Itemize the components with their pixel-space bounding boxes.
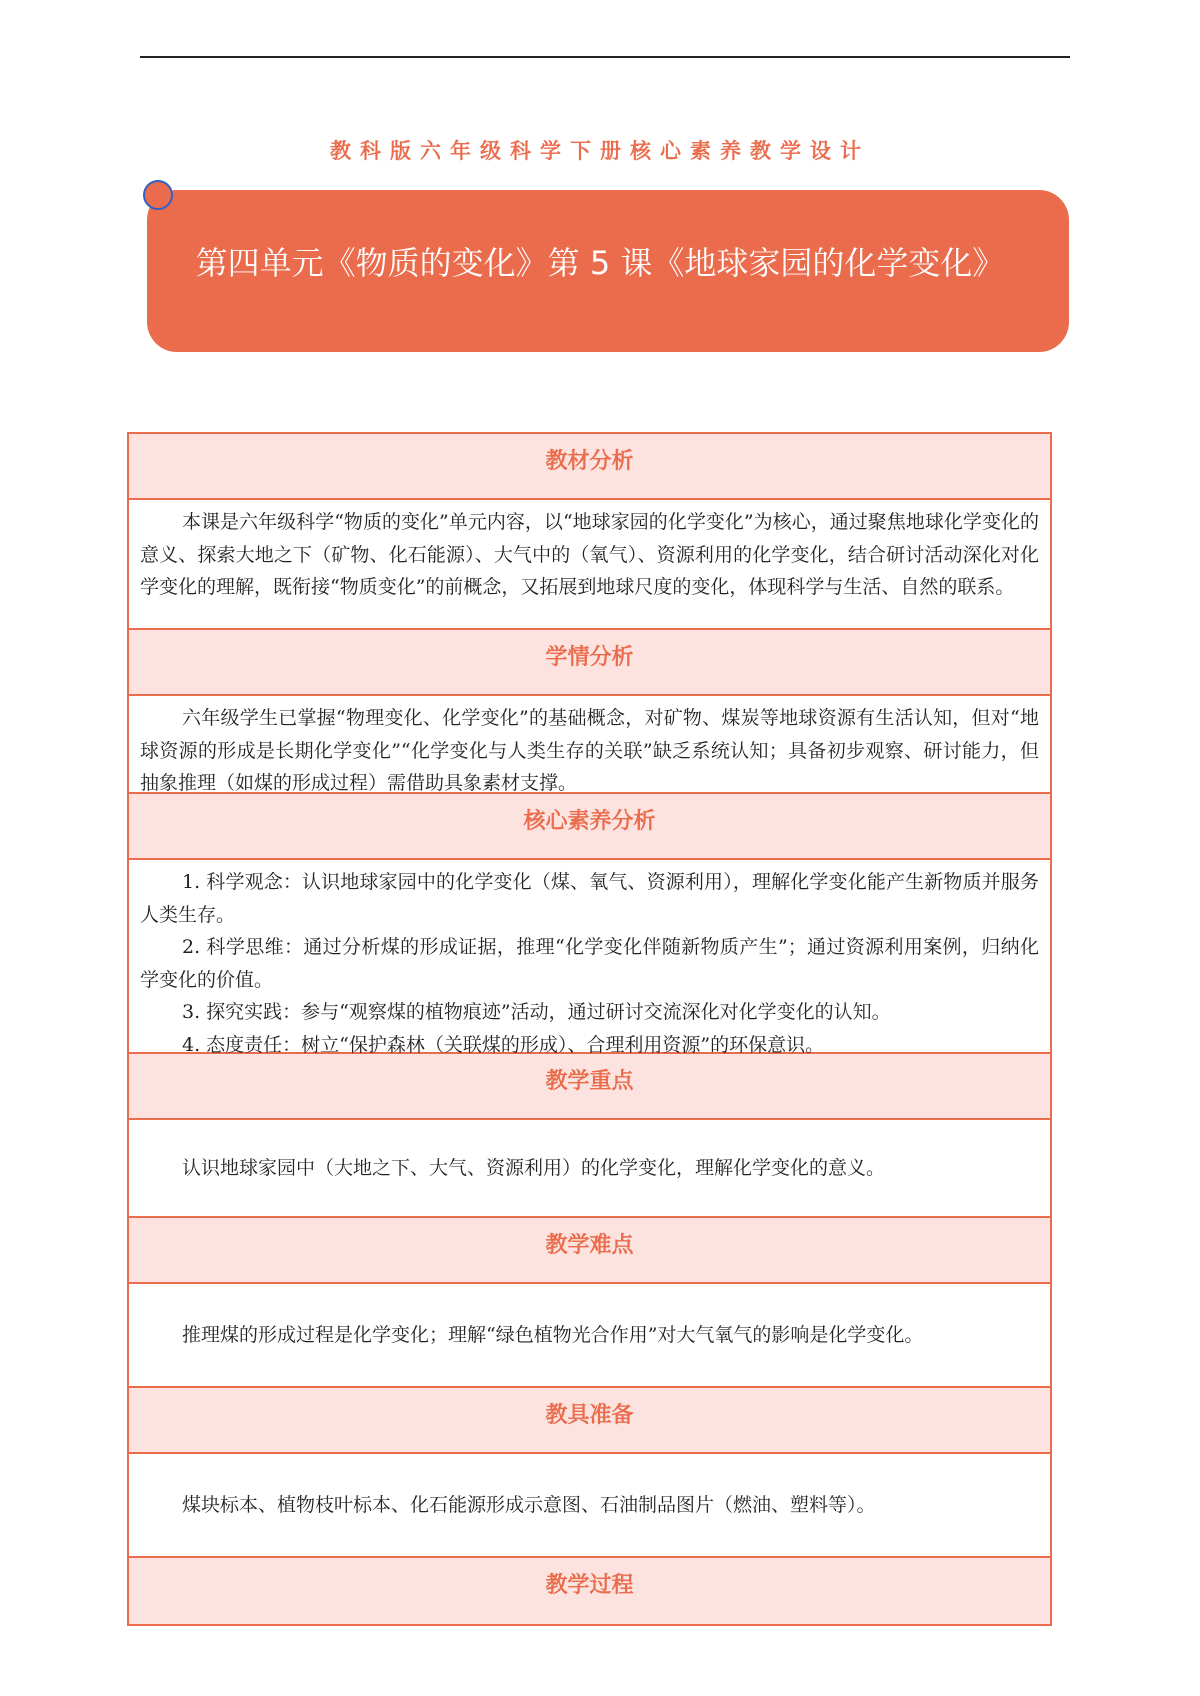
paragraph: 煤块标本、植物枝叶标本、化石能源形成示意图、石油制品图片（燃油、塑料等）。 [182,1493,876,1516]
paragraph: 六年级学生已掌握“物理变化、化学变化”的基础概念，对矿物、煤炭等地球资源有生活认知，但对“地球资源的形成是长期化学变化”“化学变化与人类生存的关联”缺乏系统认知；具备初步观察、研讨能力，但抽象推理（如煤的形成过程）需借助具象素材支撑。 [140,707,1039,794]
section-body-textbook [129,500,1050,630]
paragraph: 2. 科学思维：通过分析煤的形成证据，推理“化学变化伴随新物质产生”；通过资源利用案例，归纳化学变化的价值。 [140,936,1039,991]
paragraph: 3. 探究实践：参与“观察煤的植物痕迹”活动，通过研讨交流深化对化学变化的认知。 [182,1001,891,1023]
section-header-difficulties [129,1218,1050,1284]
section-body-difficulties [129,1284,1050,1388]
section-heading: 教学过程 [545,1573,634,1598]
lesson-title: 第四单元《物质的变化》第 5 课《地球家园的化学变化》 [195,244,1005,282]
section-heading: 核心素养分析 [523,809,656,834]
paragraph: 4. 态度责任：树立“保护森林（关联煤的形成）、合理利用资源”的环保意识。 [182,1033,825,1056]
section-header-process [129,1558,1050,1624]
top-rule [140,56,1070,58]
section-heading: 教学难点 [545,1233,634,1258]
paragraph: 本课是六年级科学“物质的变化”单元内容，以“地球家园的化学变化”为核心，通过聚焦地球化学变化的意义、探索大地之下（矿物、化石能源）、大气中的（氧气）、资源利用的化学变化，结合研讨活动深化对化学变化的理解，既衔接“物质变化”的前概念，又拓展到地球尺度的变化，体现科学与生活、自然的联系。 [140,511,1039,598]
section-header-textbook [129,434,1050,500]
section-body-key-points [129,1120,1050,1218]
section-heading: 学情分析 [545,645,634,670]
section-body-students [129,696,1050,794]
banner-dot-decoration [143,180,173,210]
section-body-literacy [129,860,1050,1054]
section-header-students [129,630,1050,696]
section-heading: 教材分析 [545,449,634,474]
section-heading: 教学重点 [545,1069,634,1094]
paragraph: 认识地球家园中（大地之下、大气、资源利用）的化学变化，理解化学变化的意义。 [182,1156,886,1179]
section-header-key-points [129,1054,1050,1120]
section-body-materials [129,1454,1050,1558]
section-heading: 教具准备 [545,1403,634,1428]
section-header-materials [129,1388,1050,1454]
document-subtitle: 教科版六年级科学下册核心素养教学设计 [330,139,870,163]
paragraph: 1. 科学观念：认识地球家园中的化学变化（煤、氧气、资源利用），理解化学变化能产生新物质并服务人类生存。 [140,871,1039,926]
paragraph: 推理煤的形成过程是化学变化；理解“绿色植物光合作用”对大气氧气的影响是化学变化。 [182,1323,924,1346]
section-header-literacy [129,794,1050,860]
lesson-plan-table [127,432,1052,1626]
